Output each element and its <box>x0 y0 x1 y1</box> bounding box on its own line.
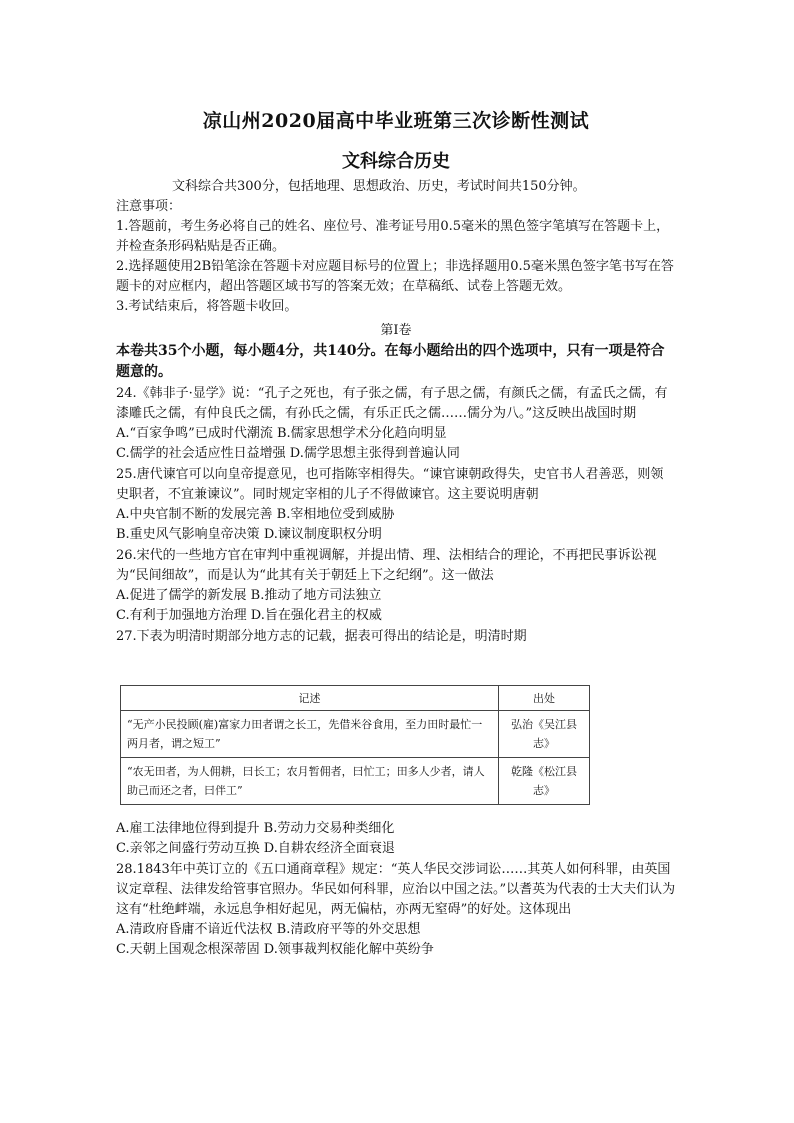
table-header-row <box>121 686 590 711</box>
table-header-source: 出处 <box>499 686 590 711</box>
question-24-stem: 24.《韩非子·显学》说：“孔子之死也，有子张之儒，有子思之儒，有颜氏之儒，有孟氏之儒，有漆雕氏之儒，有仲良氏之儒，有孙氏之儒，有乐正氏之儒……儒分为八。”这反映出战国时期 <box>116 386 668 421</box>
question-28-options-ab: A.清政府昏庸不谙近代法权 B.清政府平等的外交思想 <box>116 922 421 937</box>
notice-item-2: 2.选择题使用2B铅笔涂在答题卡对应题目标号的位置上；非选择题用0.5毫米黑色签字笔书写在答题卡的对应框内，超出答题区域书写的答案无效；在草稿纸、试卷上答题无效。 <box>116 259 674 294</box>
question-27-options-ab: A.雇工法律地位得到提升 B.劳动力交易种类细化 <box>116 821 395 836</box>
question-26-stem: 26.宋代的一些地方官在审判中重视调解，并提出情、理、法相结合的理论，不再把民事诉讼视为“民间细故”，而是认为“此其有关于朝廷上下之纪纲”。这一做法 <box>116 548 657 583</box>
exam-summary: 文科综合共300分，包括地理、思想政治、历史，考试时间共150分钟。 <box>172 179 586 194</box>
question-26-options-ab: A.促进了儒学的新发展 B.推动了地方司法独立 <box>116 588 382 603</box>
table-row <box>121 758 590 805</box>
question-26-options-cd: C.有利于加强地方治理 D.旨在强化君主的权威 <box>116 608 382 623</box>
exam-title: 凉山州2020届高中毕业班第三次诊断性测试 <box>202 110 590 132</box>
question-25-options-cd: B.重史风气影响皇帝决策 D.谏议制度职权分明 <box>116 527 382 542</box>
section-label: 第Ⅰ卷 <box>380 323 412 338</box>
question-27-stem: 27.下表为明清时期部分地方志的记载，据表可得出的结论是，明清时期 <box>116 629 527 644</box>
question-25-stem: 25.唐代谏官可以向皇帝提意见，也可指陈宰相得失。“谏官谏朝政得失，史官书人君善恶，则领史职者，不宜兼谏议”。同时规定宰相的儿子不得做谏官。这主要说明唐朝 <box>116 467 664 502</box>
notice-item-1: 1.答题前，考生务必将自己的姓名、座位号、准考证号用0.5毫米的黑色签字笔填写在答题卡上，并检查条形码粘贴是否正确。 <box>116 219 670 254</box>
question-24-options-ab: A.“百家争鸣”已成时代潮流 B.儒家思想学术分化趋向明显 <box>116 426 447 441</box>
question-27-options-cd: C.亲邻之间盛行劳动互换 D.自耕农经济全面衰退 <box>116 841 395 856</box>
exam-page <box>116 100 676 960</box>
section-instruction: 本卷共35个小题，每小题4分，共140分。在每小题给出的四个选项中，只有一项是符合题意的。 <box>116 343 665 380</box>
table-cell-record: “无产小民投顾(雇)富家力田者谓之长工，先借米谷食用，至力田时最忙一两月者，谓之短工” <box>121 711 499 758</box>
table-cell-source: 弘治《吴江县志》 <box>499 711 590 758</box>
question-28-options-cd: C.天朝上国观念根深蒂固 D.领事裁判权能化解中英纷争 <box>116 942 434 957</box>
question-28-stem: 28.1843年中英订立的《五口通商章程》规定：“英人华民交涉词讼……其英人如何科罪，由英国议定章程、法律发给管事官照办。华民如何科罪，应治以中国之法。”以耆英为代表的士大夫们认为这有“杜绝衅端，永远息争相好起见，两无偏枯，亦两无窒碍”的好处。这体现出 <box>116 862 676 917</box>
notice-label: 注意事项： <box>116 199 182 214</box>
table-header-record: 记述 <box>121 686 499 711</box>
table-cell-source: 乾隆《松江县志》 <box>499 758 590 805</box>
exam-subtitle: 文科综合历史 <box>342 151 450 172</box>
table-row <box>121 711 590 758</box>
notice-item-3: 3.考试结束后，将答题卡收回。 <box>116 299 298 314</box>
question-25-options-ab: A.中央官制不断的发展完善 B.宰相地位受到威胁 <box>116 507 395 522</box>
table-cell-record: “农无田者，为人佣耕，曰长工；农月暂佣者，曰忙工；田多人少者，请人助己而还之者，曰伴工” <box>121 758 499 805</box>
question-24-options-cd: C.儒学的社会适应性日益增强 D.儒学思想主张得到普遍认同 <box>116 446 460 461</box>
records-table <box>120 685 590 805</box>
